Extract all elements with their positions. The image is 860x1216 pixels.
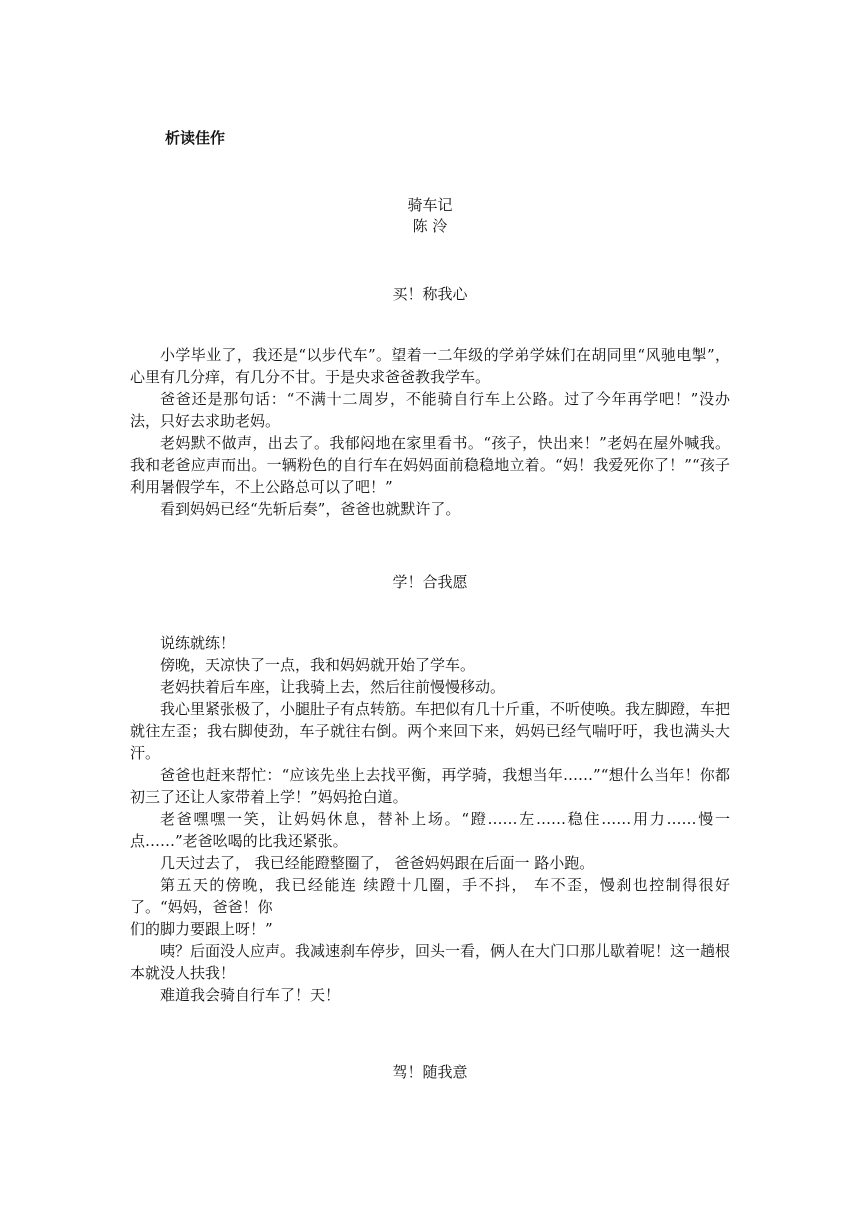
paragraph: 我心里紧张极了，小腿肚子有点转筋。车把似有几十斤重，不听使唤。我左脚蹬，车把就往左歪；我右脚使劲，车子就往右倒。两个来回下来，妈妈已经气喘吁吁，我也满头大汗。 — [130, 700, 731, 762]
section-learn-body — [130, 632, 730, 1006]
paragraph: 爸爸也赶来帮忙：“应该先坐上去找平衡，再学骑，我想当年……”“想什么当年！你都初三了还让人家带着上学！”妈妈抢白道。 — [130, 766, 730, 806]
paragraph: 爸爸还是那句话：“不满十二周岁，不能骑自行车上公路。过了今年再学吧！”没办法，只好去求助老妈。 — [130, 390, 730, 430]
article-author: 陈 泠 — [412, 217, 448, 235]
paragraph: 难道我会骑自行车了！天！ — [160, 986, 341, 1004]
paragraph: 们的脚力要跟上呀！” — [130, 920, 273, 938]
section-heading: 析读佳作 — [165, 129, 226, 147]
paragraph: 说练就练！ — [160, 634, 236, 652]
paragraph: 第五天的傍晚，我已经能连 续蹬十几圈，手不抖， 车不歪，慢刹也控制得很好了。“妈妈，爸爸！你 — [130, 876, 730, 916]
paragraph: 小学毕业了，我还是“以步代车”。望着一二年级的学弟学妹们在胡同里“风驰电掣”，心里有几分痒，有几分不甘。于是央求爸爸教我学车。 — [130, 346, 730, 386]
paragraph: 看到妈妈已经“先斩后奏”，爸爸也就默许了。 — [160, 500, 461, 518]
subtitle-ride: 驾！随我意 — [392, 1063, 468, 1081]
paragraph: 老妈扶着后车座，让我骑上去，然后往前慢慢移动。 — [160, 678, 506, 696]
section-buy-body — [130, 344, 730, 520]
paragraph: 几天过去了， 我已经能蹬整圈了， 爸爸妈妈跟在后面一 路小跑。 — [160, 854, 595, 872]
paragraph: 老爸嘿嘿一笑，让妈妈休息，替补上场。“蹬……左……稳住……用力……慢一点……”老爸吆喝的比我还紧张。 — [130, 810, 730, 850]
paragraph: 咦？后面没人应声。我减速刹车停步，回头一看，俩人在大门口那儿歇着呢！这一趟根本就没人扶我！ — [130, 942, 731, 982]
subtitle-buy: 买！称我心 — [392, 285, 468, 303]
article-title: 骑车记 — [407, 196, 453, 214]
paragraph: 傍晚，天凉快了一点，我和妈妈就开始了学车。 — [160, 656, 476, 674]
subtitle-learn: 学！合我愿 — [392, 573, 468, 591]
paragraph: 老妈默不做声，出去了。我郁闷地在家里看书。“孩子，快出来！”老妈在屋外喊我。我和老爸应声而出。一辆粉色的自行车在妈妈面前稳稳地立着。“妈！我爱死你了！”“孩子利用暑假学车，不上公路总可以了吧！” — [130, 434, 730, 496]
